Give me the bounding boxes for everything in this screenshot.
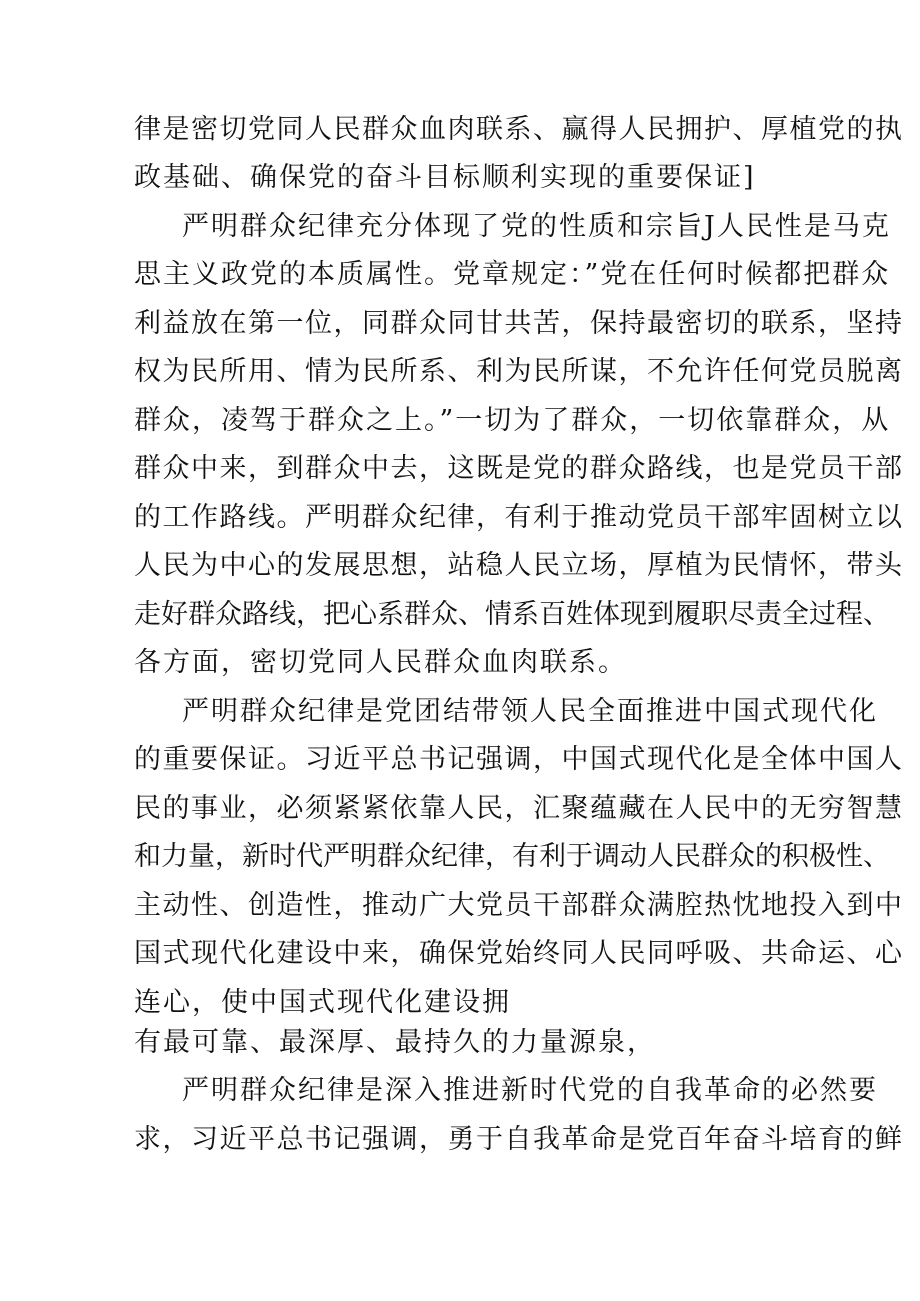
text-line-14: 的重要保证。习近平总书记强调，中国式现代化是全体中国人 bbox=[134, 744, 904, 775]
text-line-18: 国式现代化建设中来，确保党始终同人民同呼吸、共命运、心 bbox=[134, 938, 904, 969]
text-line-9: 的工作路线。严明群众纪律，有利于推动党员干部牢固树立以 bbox=[134, 502, 904, 533]
text-line-17: 主动性、创造性，推动广大党员干部群众满腔热忱地投入到中 bbox=[134, 890, 904, 921]
text-line-11: 走好群众路线，把心系群众、情系百姓体现到履职尽责全过程、 bbox=[134, 599, 890, 630]
text-line-8: 群众中来，到群众中去，这既是党的群众路线，也是党员干部 bbox=[134, 453, 904, 484]
text-line-19: 连心，使中国式现代化建设拥 bbox=[134, 987, 511, 1018]
text-line-10: 人民为中心的发展思想，站稳人民立场，厚植为民情怀，带头 bbox=[134, 550, 904, 581]
text-line-5: 利益放在第一位，同群众同甘共苦，保持最密切的联系，坚持 bbox=[134, 308, 904, 339]
text-line-21: 严明群众纪律是深入推进新时代党的自我革命的必然要 bbox=[182, 1075, 878, 1106]
text-line-20: 有最可靠、最深厚、最持久的力量源泉， bbox=[134, 1027, 656, 1058]
text-line-3: 严明群众纪律充分体现了党的性质和宗旨J人民性是马克 bbox=[182, 211, 891, 242]
text-line-4: 思主义政党的本质属性。党章规定：”党在任何时候都把群众 bbox=[134, 259, 891, 290]
text-line-7: 群众，凌驾于群众之上。”一切为了群众，一切依靠群众，从 bbox=[134, 405, 891, 436]
text-line-12: 各方面，密切党同人民群众血肉联系。 bbox=[134, 647, 627, 678]
text-line-2: 政基础、确保党的奋斗目标顺利实现的重要保证] bbox=[134, 162, 756, 193]
text-line-22: 求，习近平总书记强调，勇于自我革命是党百年奋斗培育的鲜 bbox=[134, 1124, 904, 1155]
text-line-13: 严明群众纪律是党团结带领人民全面推进中国式现代化 bbox=[182, 696, 878, 727]
text-line-6: 权为民所用、情为民所系、利为民所谋，不允许任何党员脱离 bbox=[134, 356, 904, 387]
text-line-16: 和力量，新时代严明群众纪律，有利于调动人民群众的积极性、 bbox=[134, 841, 890, 872]
text-line-1: 律是密切党同人民群众血肉联系、赢得人民拥护、厚植党的执 bbox=[134, 114, 904, 145]
text-line-15: 民的事业，必须紧紧依靠人民，汇聚蕴藏在人民中的无穷智慧 bbox=[134, 793, 904, 824]
